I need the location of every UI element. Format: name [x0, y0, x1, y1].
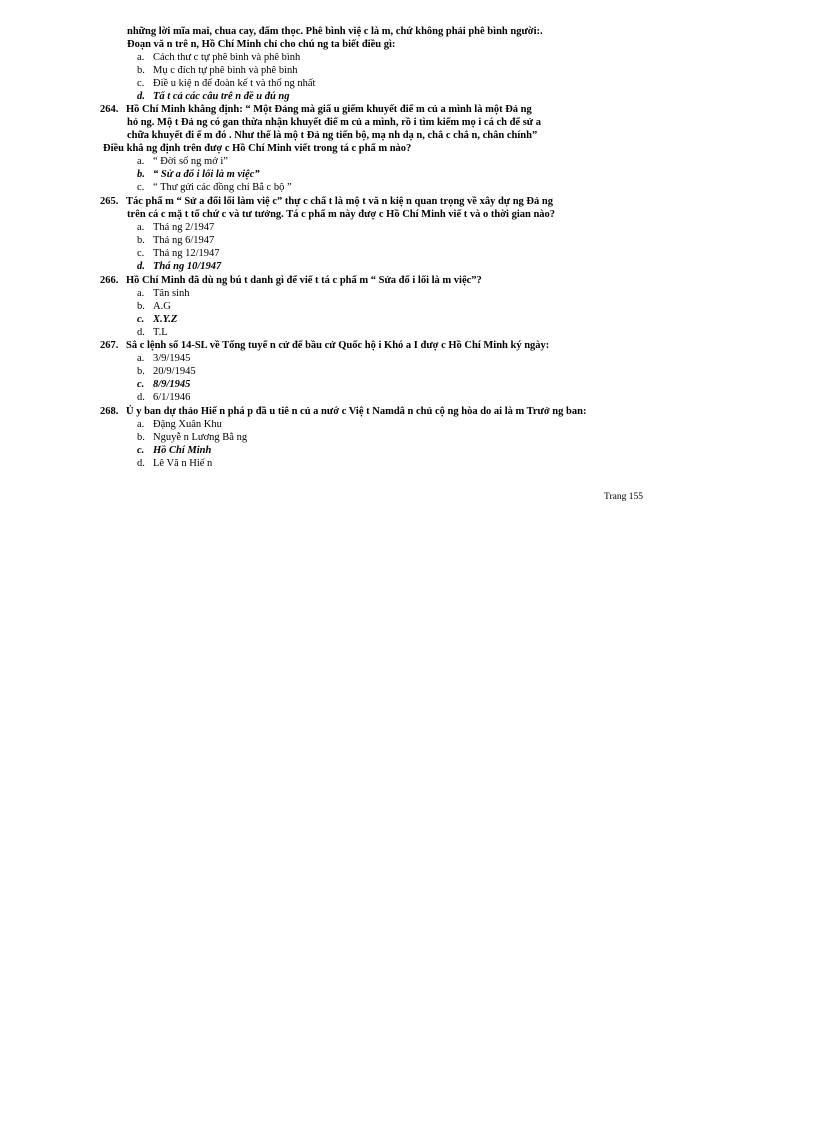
- answer-option: [137, 51, 300, 64]
- option-letter: a.: [137, 222, 145, 233]
- option-text: Nguyễ n Lương Bằ ng: [153, 432, 248, 443]
- option-text: Mụ c đích tự phê bình và phê bình: [153, 65, 298, 76]
- option-text: “ Đời số ng mớ i”: [153, 156, 228, 167]
- question-text: Hồ Chí Minh khẳng định: “ Một Đảng mà giấ u giếm khuyết điể m củ a mình là một Đả ng: [126, 104, 532, 115]
- option-text: 3/9/1945: [153, 353, 191, 364]
- option-letter: a.: [137, 156, 145, 167]
- option-letter: a.: [137, 353, 145, 364]
- option-letter: b.: [137, 65, 145, 76]
- option-letter: d.: [137, 91, 145, 102]
- option-letter: d.: [137, 458, 145, 469]
- option-text: Điề u kiệ n để đoàn kế t và thố ng nhất: [153, 78, 316, 89]
- option-letter: b.: [137, 235, 145, 246]
- answer-option: [137, 431, 247, 444]
- answer-option: [137, 326, 168, 339]
- option-letter: a.: [137, 52, 145, 63]
- option-letter: d.: [137, 392, 145, 403]
- option-letter: d.: [137, 327, 145, 338]
- option-text: Thá ng 6/1947: [153, 235, 215, 246]
- answer-option: [137, 77, 315, 90]
- option-text: 8/9/1945: [153, 379, 191, 390]
- question-text-cont: trên cá c mặ t tổ chứ c và tư tưởng. Tá c phẩ m này đượ c Hồ Chí Minh viế t và o thời gian nào?: [127, 209, 556, 220]
- option-letter: c.: [137, 78, 145, 89]
- intro-line-2: Đoạn vă n trê n, Hồ Chí Minh chỉ cho chú ng ta biết điều gì:: [127, 39, 396, 50]
- question-267: [100, 339, 549, 352]
- question-number: 268.: [100, 406, 119, 417]
- question-text-cont: chữa khuyết đi ể m đó . Như thế là mộ t Đả ng tiến bộ, mạ nh dạ n, chắ c chắ n, chân chính”: [127, 130, 538, 141]
- option-text: Thá ng 10/1947: [153, 261, 222, 272]
- option-letter: d.: [137, 261, 145, 272]
- option-letter: b.: [137, 432, 145, 443]
- answer-option-correct: [137, 313, 177, 326]
- question-266: [100, 274, 482, 287]
- option-letter: c.: [137, 445, 145, 456]
- option-text: T.L: [153, 327, 168, 338]
- answer-option: [137, 457, 212, 470]
- question-text: Ủ y ban dự thảo Hiế n phá p đầ u tiê n củ a nướ c Việ t Namdâ n chủ cộ ng hòa do ai là m Trưở ng ban:: [126, 406, 587, 417]
- question-number: 266.: [100, 275, 119, 286]
- question-text-cont: hỏ ng. Mộ t Đả ng có gan thừa nhận khuyết điể m củ a mình, rồ i tìm kiếm mọ i cá ch để sử a: [127, 117, 541, 128]
- option-letter: c.: [137, 248, 145, 259]
- question-text-cont: Điều khẳ ng định trên đượ c Hồ Chí Minh viết trong tá c phẩ m nào?: [103, 143, 412, 154]
- intro-line-1: những lời mĩa mai, chua cay, đấm thọc. Phê bình việ c là m, chứ không phải phê bình người:.: [127, 26, 543, 37]
- answer-option: [137, 391, 190, 404]
- answer-option: [137, 418, 222, 431]
- answer-option: [137, 221, 214, 234]
- option-text: X.Y.Z: [153, 314, 178, 325]
- option-text: A.G: [153, 301, 171, 312]
- option-letter: c.: [137, 379, 145, 390]
- option-text: Thá ng 12/1947: [153, 248, 220, 259]
- option-text: 20/9/1945: [153, 366, 196, 377]
- option-text: 6/1/1946: [153, 392, 191, 403]
- option-letter: c.: [137, 314, 145, 325]
- answer-option: [137, 365, 196, 378]
- option-letter: a.: [137, 288, 145, 299]
- option-letter: c.: [137, 182, 145, 193]
- question-text: Tác phẩ m “ Sử a đổi lối làm việ c” thự c chấ t là mộ t vă n kiệ n quan trọng về xây dự ng Đả ng: [126, 196, 553, 207]
- answer-option-correct: [137, 260, 221, 273]
- question-265: [100, 195, 553, 208]
- option-text: Thá ng 2/1947: [153, 222, 215, 233]
- answer-option: [137, 287, 189, 300]
- option-text: Hồ Chí Minh: [153, 445, 212, 456]
- option-letter: b.: [137, 301, 145, 312]
- answer-option: [137, 247, 220, 260]
- option-text: “ Thư gửi các đồng chí Bắ c bộ ”: [153, 182, 292, 193]
- question-number: 265.: [100, 196, 119, 207]
- question-number: 267.: [100, 340, 119, 351]
- question-268: [100, 405, 586, 418]
- option-letter: b.: [137, 169, 145, 180]
- option-text: “ Sử a đổ i lối là m việc”: [153, 169, 260, 180]
- page-number: Trang 155: [604, 492, 643, 502]
- answer-option: [137, 234, 214, 247]
- option-text: Cách thư c tự phê bình và phê bình: [153, 52, 301, 63]
- option-text: Tấ t cả các câu trê n đề u đú ng: [153, 91, 290, 102]
- question-number: 264.: [100, 104, 119, 115]
- answer-option: [137, 155, 228, 168]
- question-text: Sắ c lệnh số 14-SL về Tổng tuyể n cử để bầu cử Quốc hộ i Khó a I đượ c Hồ Chí Minh ký ngày:: [126, 340, 550, 351]
- answer-option-correct: [137, 444, 211, 457]
- option-text: Lê Vă n Hiế n: [153, 458, 213, 469]
- answer-option: [137, 352, 190, 365]
- option-letter: b.: [137, 366, 145, 377]
- question-text: Hồ Chí Minh đã dù ng bú t danh gì để viế t tá c phẩ m “ Sửa đổ i lối là m việc”?: [126, 275, 482, 286]
- answer-option-correct: [137, 378, 190, 391]
- question-264: [100, 103, 532, 116]
- answer-option: [137, 181, 292, 194]
- answer-option: [137, 64, 298, 77]
- answer-option-correct: [137, 168, 260, 181]
- option-text: Đặng Xuân Khu: [153, 419, 222, 430]
- option-letter: a.: [137, 419, 145, 430]
- option-text: Tân sinh: [153, 288, 190, 299]
- answer-option-correct: [137, 90, 290, 103]
- answer-option: [137, 300, 171, 313]
